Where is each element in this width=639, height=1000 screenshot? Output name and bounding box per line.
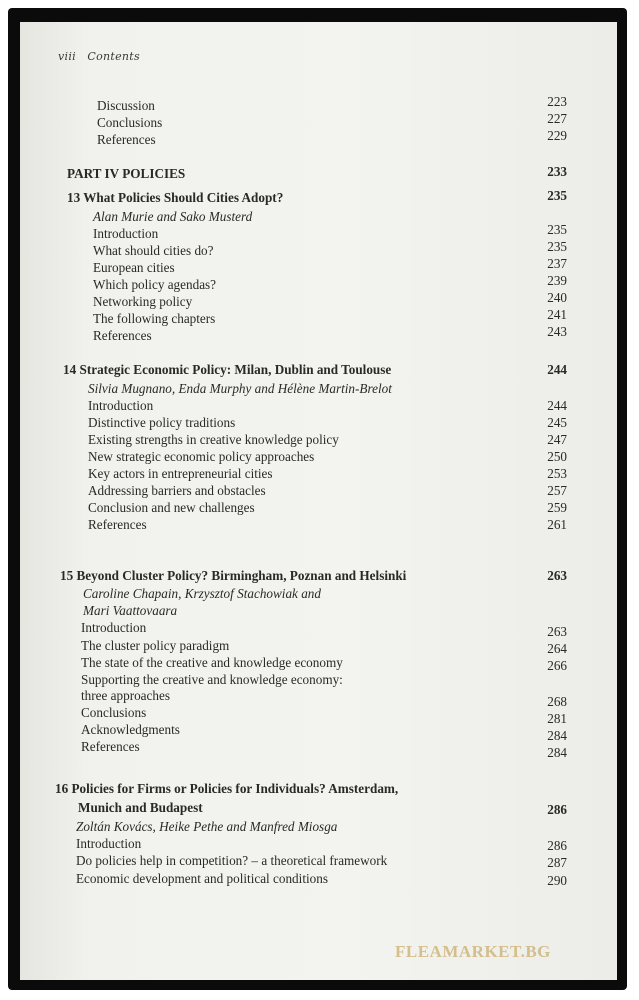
toc-entry-title: Discussion: [97, 98, 155, 113]
toc-page-number: 233: [547, 164, 567, 179]
toc-entry-title: Acknowledgments: [81, 722, 180, 737]
toc-entry-title: Addressing barriers and obstacles: [88, 483, 266, 498]
toc-page-number: 237: [547, 256, 567, 271]
header-roman-numeral: viii: [58, 50, 76, 63]
toc-page-number: 244: [547, 362, 567, 377]
toc-page-number: 259: [547, 500, 567, 515]
running-header: [58, 50, 140, 63]
toc-entry-title: Silvia Mugnano, Enda Murphy and Hélène Martin-Brelot: [88, 381, 392, 396]
toc-page-number: 235: [547, 188, 567, 203]
toc-entry-title: Mari Vaattovaara: [83, 603, 178, 618]
toc-entry-title: The cluster policy paradigm: [81, 638, 230, 653]
toc-entry-title: 16 Policies for Firms or Policies for Individuals? Amsterdam,: [55, 781, 399, 796]
toc-entry-title: Economic development and political conditions: [76, 871, 328, 886]
toc-entry-title: Supporting the creative and knowledge economy:: [81, 672, 343, 687]
watermark-logo: FLEAMARKET.BG: [395, 942, 551, 961]
toc-entry-title: Introduction: [81, 620, 147, 635]
toc-entry-title: 13 What Policies Should Cities Adopt?: [67, 190, 284, 205]
toc-page-number: 281: [547, 711, 567, 726]
toc-page-number: 290: [547, 873, 567, 888]
toc-page-number: 235: [547, 239, 567, 254]
toc-entry-title: Alan Murie and Sako Musterd: [93, 209, 253, 224]
toc-entry-title: References: [88, 517, 147, 532]
toc-page-number: 239: [547, 273, 567, 288]
toc-page-number: 266: [547, 658, 567, 673]
toc-page-number: 286: [547, 838, 567, 853]
toc-entry-title: Introduction: [93, 226, 159, 241]
toc-entry-title: Existing strengths in creative knowledge policy: [88, 432, 339, 447]
toc-page-number: 244: [547, 398, 567, 413]
toc-page-number: 240: [547, 290, 567, 305]
toc-entry-title: Key actors in entrepreneurial cities: [88, 466, 273, 481]
toc-page-number: 253: [547, 466, 567, 481]
toc-page-number: 261: [547, 517, 567, 532]
toc-page-number: 247: [547, 432, 567, 447]
toc-page-number: 286: [547, 802, 567, 817]
toc-entry-title: Distinctive policy traditions: [88, 415, 236, 430]
toc-page-number: 245: [547, 415, 567, 430]
toc-entry-title: References: [93, 328, 152, 343]
toc-page-number: 257: [547, 483, 567, 498]
toc-page-number: 263: [547, 568, 567, 583]
toc-entry-title: Conclusion and new challenges: [88, 500, 255, 515]
toc-entry-title: 15 Beyond Cluster Policy? Birmingham, Poznan and Helsinki: [60, 568, 407, 583]
toc-page-number: 268: [547, 694, 567, 709]
toc-entry-title: Introduction: [76, 836, 142, 851]
toc-entry-title: three approaches: [81, 688, 170, 703]
toc-entry-title: What should cities do?: [93, 243, 214, 258]
toc-page-number: 264: [547, 641, 567, 656]
toc-page-number: 223: [547, 94, 567, 109]
toc-entry-title: Caroline Chapain, Krzysztof Stachowiak and: [83, 586, 321, 601]
toc-entry-title: Munich and Budapest: [78, 800, 203, 815]
toc-page-number: 287: [547, 855, 567, 870]
toc-page-number: 284: [547, 728, 567, 743]
toc-entry-title: Do policies help in competition? – a theoretical framework: [76, 853, 388, 868]
toc-page-number: 235: [547, 222, 567, 237]
toc-page-number: 241: [547, 307, 567, 322]
toc-entry-title: The state of the creative and knowledge economy: [81, 655, 343, 670]
toc-page-number: 250: [547, 449, 567, 464]
toc-entry-title: Conclusions: [81, 705, 147, 720]
toc-page-number: 227: [547, 111, 567, 126]
toc-entry-title: European cities: [93, 260, 175, 275]
toc-entry-title: PART IV POLICIES: [67, 166, 186, 181]
toc-entry-title: Conclusions: [97, 115, 163, 130]
toc-page-number: 284: [547, 745, 567, 760]
toc-entry-title: New strategic economic policy approaches: [88, 449, 315, 464]
toc-entry-title: References: [81, 739, 140, 754]
header-title: Contents: [87, 50, 140, 63]
toc-page-number: 263: [547, 624, 567, 639]
toc-entry-title: Introduction: [88, 398, 154, 413]
toc-page-number: 229: [547, 128, 567, 143]
toc-entry-title: Networking policy: [93, 294, 193, 309]
toc-entry-title: Which policy agendas?: [93, 277, 217, 292]
toc-entry-title: Zoltán Kovács, Heike Pethe and Manfred Miosga: [76, 819, 338, 834]
toc-page-number: 243: [547, 324, 567, 339]
toc-entry-title: The following chapters: [93, 311, 216, 326]
toc-entry-title: References: [97, 132, 156, 147]
toc-entry-title: 14 Strategic Economic Policy: Milan, Dublin and Toulouse: [63, 362, 392, 377]
